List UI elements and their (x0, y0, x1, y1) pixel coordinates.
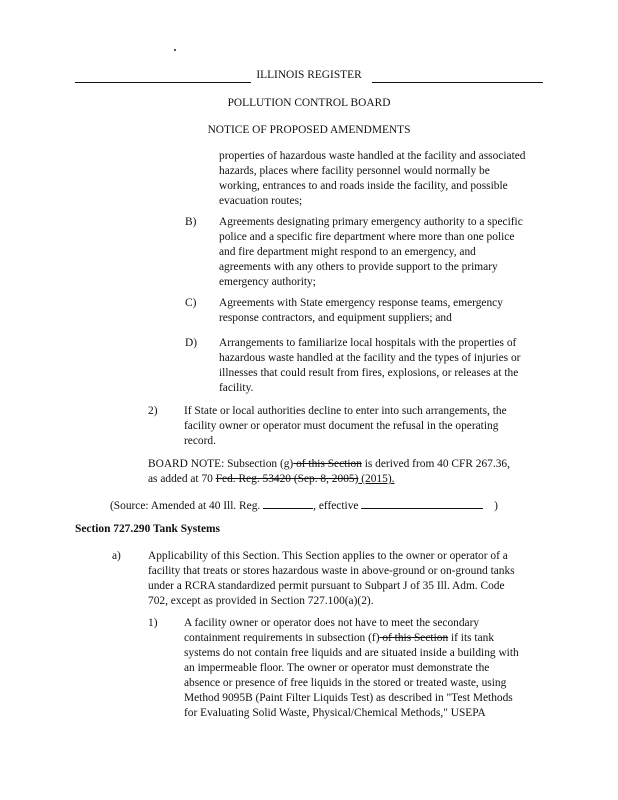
item-b-line: agreements with any others to provide support to the primary (219, 261, 498, 273)
item-c-line: response contractors, and equipment suppliers; and (219, 312, 452, 324)
item-a-line: facility that treats or stores hazardous waste in above-ground or on-ground tanks (148, 565, 515, 577)
item-d-line: illnesses that could result from fires, explosions, or releases at the (219, 367, 519, 379)
item-a-line: Applicability of this Section. This Section applies to the owner or operator of a (148, 550, 508, 562)
board-note (148, 457, 568, 487)
item-1-line (184, 631, 564, 646)
item-1-text-run: containment requirements in subsection (f) (184, 632, 380, 644)
item-d-line: hazardous waste handled at the facility and the types of injuries or (219, 352, 521, 364)
item-c-label: C) (185, 297, 197, 309)
continued-line: properties of hazardous waste handled at the facility and associated (219, 150, 526, 162)
item-c-line: Agreements with State emergency response teams, emergency (219, 297, 503, 309)
item-1-line: for Evaluating Solid Waste, Physical/Chemical Methods," USEPA (184, 707, 486, 719)
item-b-line: emergency authority; (219, 276, 316, 288)
note-inserted-text: (2015). (358, 473, 395, 485)
item-2-label: 2) (148, 405, 158, 417)
item-b-label: B) (185, 216, 197, 228)
item-b-line: police and a specific fire department where more than one police (219, 231, 515, 243)
note-text: is derived from 40 CFR 267.36, (361, 458, 510, 470)
board-note-line-2 (148, 472, 568, 487)
item-2-line: record. (184, 435, 216, 447)
item-c-text (219, 296, 559, 326)
note-deleted-text: Fed. Reg. 53420 (Sep. 8, 2005) (215, 473, 359, 485)
source-text: , effective (313, 500, 359, 512)
scan-speck (174, 49, 176, 51)
item-b-line: and fire department might respond to an emergency, and (219, 246, 476, 258)
note-text: as added at 70 (148, 473, 216, 485)
item-a-line: 702, except as provided in Section 727.100(a)(2). (148, 595, 374, 607)
board-note-line-1 (148, 457, 568, 472)
item-2-text (184, 404, 564, 449)
source-text: (Source: Amended at 40 Ill. Reg. (110, 500, 261, 512)
continued-item-text (219, 149, 559, 209)
continued-line: hazards, places where facility personnel would normally be (219, 165, 490, 177)
item-1-text-run: if its tank (448, 632, 495, 644)
item-1-line: an impermeable floor. The owner or operator must demonstrate the (184, 662, 490, 674)
register-title: ILLINOIS REGISTER (256, 69, 362, 81)
item-d-text (219, 336, 559, 396)
item-1-line: Method 9095B (Paint Filter Liquids Test) as described in "Test Methods (184, 692, 513, 704)
item-1-line: systems do not contain free liquids and are situated inside a building with (184, 647, 519, 659)
source-line (110, 497, 570, 514)
item-2-line: If State or local authorities decline to enter into such arrangements, the (184, 405, 507, 417)
item-b-line: Agreements designating primary emergency authority to a specific (219, 216, 523, 228)
effective-date-blank (361, 497, 483, 509)
item-a-label: a) (112, 550, 121, 562)
item-d-line: facility. (219, 382, 254, 394)
notice-title: NOTICE OF PROPOSED AMENDMENTS (207, 124, 411, 136)
item-a-line: under a RCRA standardized permit pursuant to Subpart J of 35 Ill. Adm. Code (148, 580, 505, 592)
item-1-label: 1) (148, 617, 158, 629)
item-1-line: A facility owner or operator does not have to meet the secondary (184, 617, 480, 629)
note-deleted-text: of this Section (293, 458, 362, 470)
continued-line: evacuation routes; (219, 195, 303, 207)
item-d-label: D) (185, 337, 198, 349)
source-text: ) (494, 500, 498, 512)
note-text: BOARD NOTE: Subsection (g) (148, 458, 294, 470)
item-1-deleted-text: of this Section (379, 632, 449, 644)
section-heading: Section 727.290 Tank Systems (75, 523, 220, 535)
item-d-line: Arrangements to familiarize local hospitals with the properties of (219, 337, 517, 349)
item-1-text (184, 616, 564, 721)
item-b-text (219, 215, 559, 290)
board-title: POLLUTION CONTROL BOARD (227, 97, 391, 109)
item-a-text (148, 549, 568, 609)
item-1-line: absence or presence of free liquids in the stored or treated waste, using (184, 677, 507, 689)
continued-line: working, entrances to and roads inside the facility, and possible (219, 180, 508, 192)
volume-blank (263, 497, 313, 509)
item-2-line: facility owner or operator must document the refusal in the operating (184, 420, 499, 432)
